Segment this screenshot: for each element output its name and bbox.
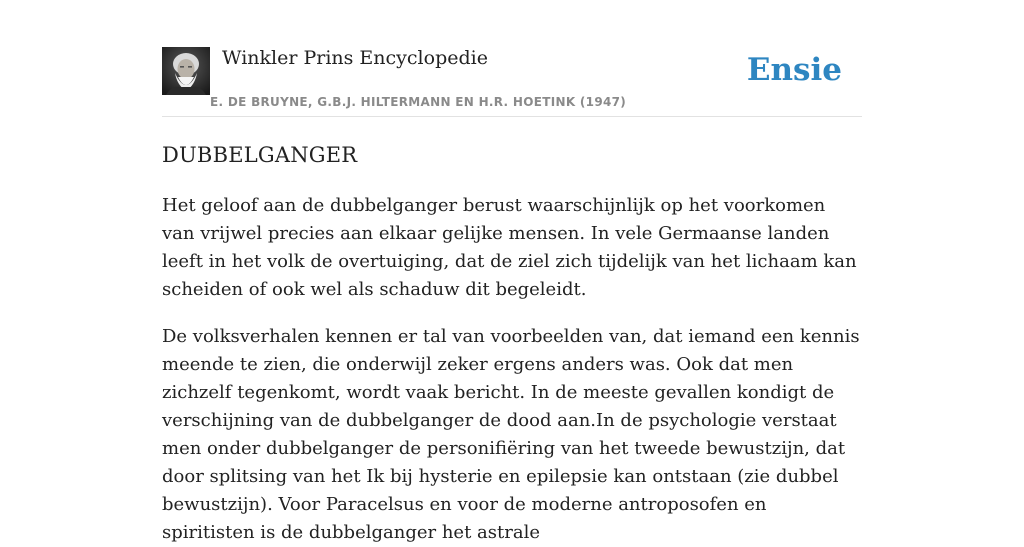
source-authors: E. DE BRUYNE, G.B.J. HILTERMANN EN H.R. HOETINK (1947)	[210, 95, 627, 109]
ensie-logo[interactable]: Ensie	[746, 52, 842, 88]
article-paragraph: De volksverhalen kennen er tal van voorbeelden van, dat iemand een kennis meende te zien, die onderwijl zeker ergens anders was. Ook dat men zichzelf tegenkomt, wordt vaak bericht. In de meeste gevallen kondigt de verschijning van de dubbelganger de dood aan.In de psychologie verstaat men onder dubbelganger de personifiëring van het tweede bewustzijn, dat door splitsing van het Ik bij hysterie en epilepsie kan ontstaan (zie dubbel bewustzijn). Voor Paracelsus en voor de moderne antroposofen en spiritisten is de dubbelganger het astrale	[162, 326, 860, 543]
author-portrait-icon	[162, 47, 210, 95]
article-paragraph: Het geloof aan de dubbelganger berust waarschijnlijk op het voorkomen van vrijwel precies aan elkaar gelijke mensen. In vele Germaanse landen leeft in het volk de overtuiging, dat de ziel zich tijdelijk van het lichaam kan scheiden of ook wel als schaduw dit begeleidt.	[162, 195, 857, 300]
article-title: DUBBELGANGER	[162, 143, 358, 167]
author-avatar[interactable]	[162, 47, 210, 95]
source-title[interactable]: Winkler Prins Encyclopedie	[222, 47, 488, 69]
source-header	[162, 46, 862, 117]
article	[162, 138, 862, 547]
